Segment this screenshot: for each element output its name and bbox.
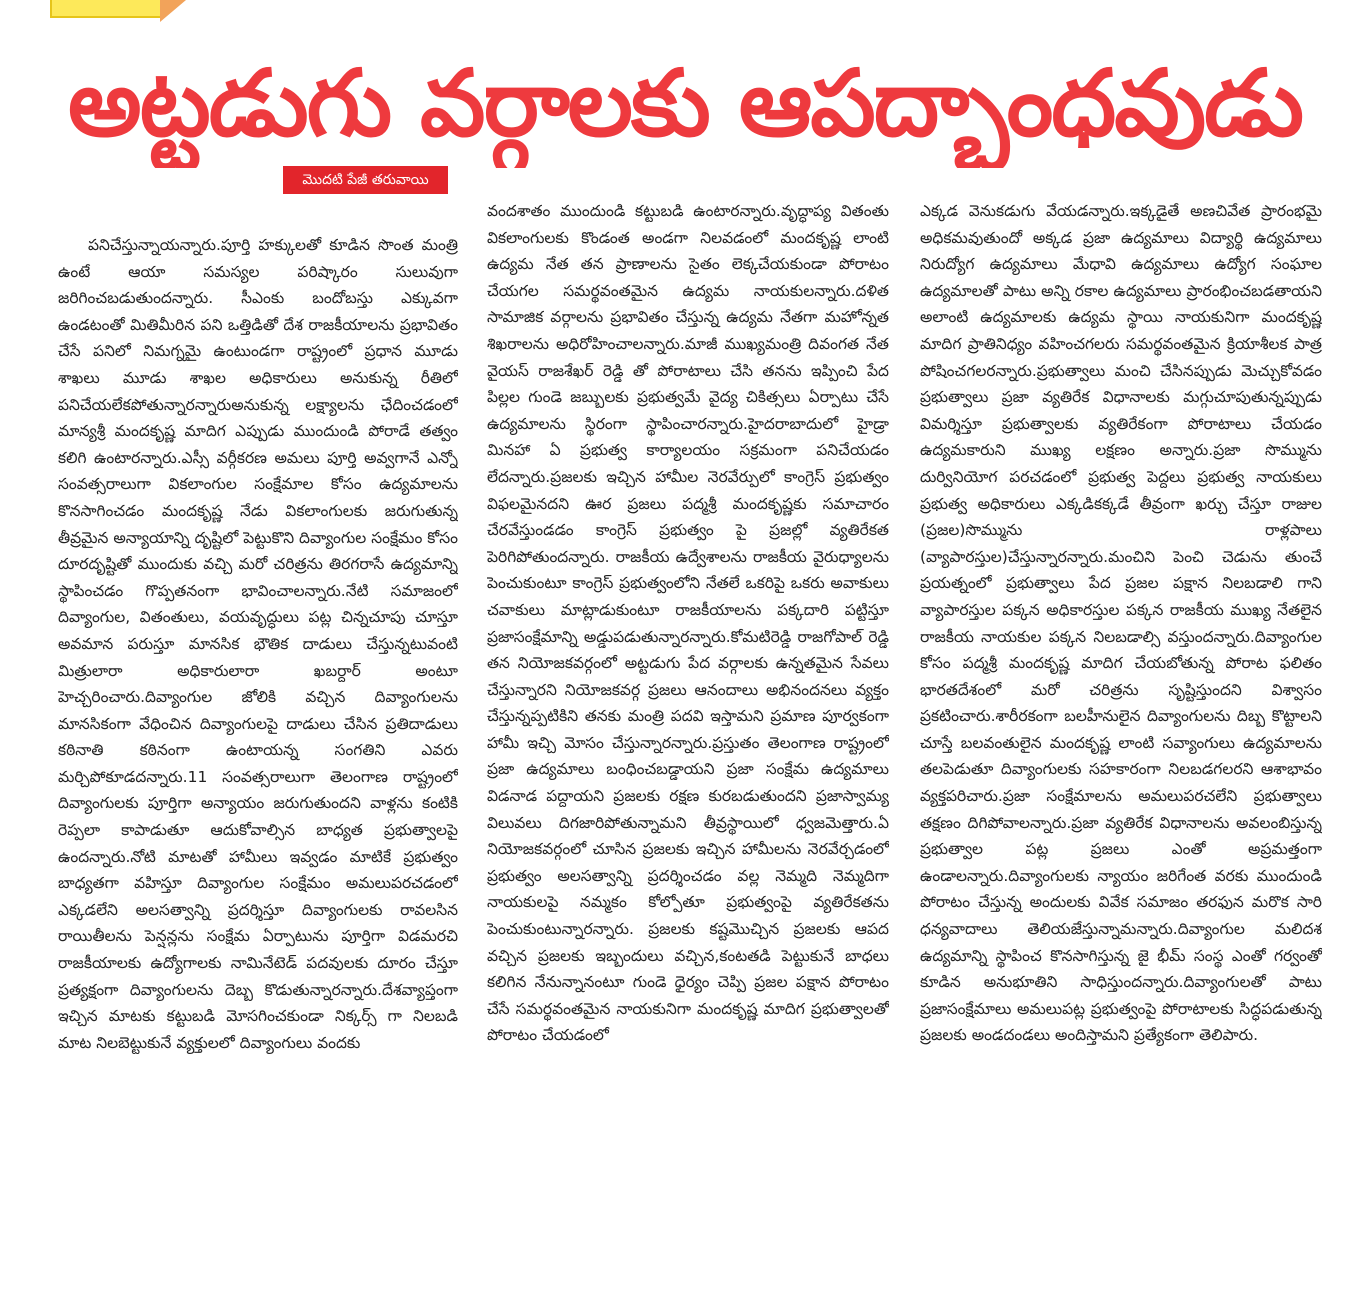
article-column-2: వందశాతం ముందుండి కట్టుబడి ఉంటారన్నారు.వృద్ధాప్య వితంతు వికలాంగులకు కొండంత అండగా నిలవడంలో మందకృష్ణ లాంటి ఉద్యమ నేత తన ప్రాణాలను సైతం లెక్కచేయకుండా పోరాటం చేయగల సమర్థవంతమైన ఉద్యమ నాయకులన్నారు.దళిత సామాజిక వర్గాలను ప్రభావితం చేస్తున్న ఉద్యమ నేతగా మహోన్నత శిఖరాలను అధిరోహించాలన్నారు.మాజీ ముఖ్యమంత్రి దివంగత నేత వైయస్ రాజశేఖర్ రెడ్డి తో పోరాటాలు చేసి తనను ఇప్పించి పేద పిల్లల గుండె జబ్బులకు ప్రభుత్వమే వైద్య చికిత్సలు ఏర్పాటు చేసే ఉద్యమాలను స్థిరంగా స్థాపించారన్నారు.హైదరాబాదులో హైడ్రా మినహా ఏ ప్రభుత్వ కార్యాలయం సక్రమంగా పనిచేయడం లేదన్నారు.ప్రజలకు ఇచ్చిన హామీల నెరవేర్పులో కాంగ్రెస్ ప్రభుత్వం విఫలమైనదని ఊర ప్రజలు పద్మశ్రీ మందకృష్ణకు సమాచారం చేరవేస్తుండడం కాంగ్రెస్ ప్రభుత్వం పై ప్రజల్లో వ్యతిరేకత పెరిగిపోతుందన్నారు. రాజకీయ ఉద్వేశాలను రాజకీయ వైరుధ్యాలను పెంచుకుంటూ కాంగ్రెస్ ప్రభుత్వంలోని నేతలే ఒకరిపై ఒకరు అవాకులు చవాకులు మాట్లాడుకుంటూ రాజకీయాలను పక్కదారి పట్టిస్తూ ప్రజాసంక్షేమాన్ని అడ్డుపడుతున్నారన్నారు.కోమటిరెడ్డి రాజగోపాల్ రెడ్డి తన నియోజకవర్గంలో అట్టడుగు పేద వర్గాలకు ఉన్నతమైన సేవలు చేస్తున్నారని నియోజకవర్గ ప్రజలు ఆనందాలు అభినందనలు వ్యక్తం చేస్తున్నప్పటికిని తనకు మంత్రి పదవి ఇస్తామని ప్రమాణ పూర్వకంగా హామీ ఇచ్చి మోసం చేస్తున్నారన్నారు.ప్రస్తుతం తెలంగాణ రాష్ట్రంలో ప్రజా ఉద్యమాలు బంధించబడ్డాయని ప్రజా సంక్షేమ ఉద్యమాలు విడనాడ పద్దాయని ప్రజలకు రక్షణ కురబడుతుందని ప్రజాస్వామ్య విలువలు దిగజారిపోతున్నామని తీవ్రస్థాయిలో ధ్వజమెత్తారు.ఏ నియోజకవర్గంలో చూసిన ప్రజలకు ఇచ్చిన హామీలను నెరవేర్చడంలో ప్రభుత్వం అలసత్వాన్ని ప్రదర్శించడం వల్ల నెమ్మది నెమ్మదిగా నాయకులపై నమ్మకం కోల్పోతూ ప్రభుత్వంపై వ్యతిరేకతను పెంచుకుంటున్నారన్నారు. ప్రజలకు కష్టమొచ్చిన ప్రజలకు ఆపద వచ్చిన ప్రజలకు ఇబ్బందులు వచ్చిన,కంటతడి పెట్టుకునే బాధలు కలిగిన నేనున్నానంటూ గుండె ధైర్యం చెప్పి ప్రజల పక్షాన పోరాటం చేసే సమర్థవంతమైన నాయకునిగా మందకృష్ణ మాదిగ ప్రభుత్వాలతో పోరాటం చేయడంలో — [487, 202, 889, 1045]
article-headline: అట్టడుగు వర్గాలకు ఆపద్బాంధవుడు — [68, 50, 1302, 157]
corner-tab-decoration — [50, 0, 162, 18]
continued-from-front-page-tag: మొదటి పేజీ తరువాయి — [283, 166, 448, 194]
corner-stripe-decoration — [160, 0, 186, 22]
article-column-1: పనిచేస్తున్నాయన్నారు.పూర్తి హక్కులతో కూడిన సొంత మంత్రి ఉంటే ఆయా సమస్యల పరిష్కారం సులువుగా జరిగించబడుతుందన్నారు. సీఎంకు బందోబస్తు ఎక్కువగా ఉండటంతో మితిమీరిన పని ఒత్తిడితో దేశ రాజకీయాలను ప్రభావితం చేసే పనిలో నిమగ్నమై ఉంటుండగా రాష్ట్రంలో ప్రధాన మూడు శాఖలు మూడు శాఖల అధికారులు అనుకున్న రీతిలో పనిచేయలేకపోతున్నారన్నారుఅనుకున్న లక్ష్యాలను ఛేదించడంలో మాన్యశ్రీ మందకృష్ణ మాదిగ ఎప్పుడు ముందుండి పోరాడే తత్వం కలిగి ఉంటారన్నారు.ఎస్సీ వర్గీకరణ అమలు పూర్తి అవ్వగానే ఎన్నో సంవత్సరాలుగా వికలాంగుల సంక్షేమాల కోసం ఉద్యమాలను కొనసాగించడం మందకృష్ణ నేడు వికలాంగులకు జరుగుతున్న తీవ్రమైన అన్యాయాన్ని దృష్టిలో పెట్టుకొని దివ్యాంగుల సంక్షేమం కోసం దూరదృష్టితో ముందుకు వచ్చి మరో చరిత్రను తిరగరాసే ఉద్యమాన్ని స్థాపించడం గొప్పతనంగా భావించాలన్నారు.నేటి సమాజంలో దివ్యాంగుల, వితంతులు, వయవృద్ధులు పట్ల చిన్నచూపు చూస్తూ అవమాన పరుస్తూ మానసిక భౌతిక దాడులు చేస్తున్నటువంటి మిత్రులారా అధికారులారా ఖబర్దార్ అంటూ హెచ్చరించారు.దివ్యాంగుల జోలికి వచ్చిన దివ్యాంగులను మానసికంగా వేధించిన దివ్యాంగులపై దాడులు చేసిన ప్రతిదాడులు కఠినాతి కఠినంగా ఉంటాయన్న సంగతిని ఎవరు మర్చిపోకూడదన్నారు.11 సంవత్సరాలుగా తెలంగాణ రాష్ట్రంలో దివ్యాంగులకు పూర్తిగా అన్యాయం జరుగుతుందని వాళ్లను కంటికి రెప్పలా కాపాడుతూ ఆదుకోవాల్సిన బాధ్యత ప్రభుత్వాలపై ఉందన్నారు.నోటి మాటతో హామీలు ఇవ్వడం మాటికే ప్రభుత్వం బాధ్యతగా వహిస్తూ దివ్యాంగుల సంక్షేమం అమలుపరచడంలో ఎక్కడలేని అలసత్వాన్ని ప్రదర్శిస్తూ దివ్యాంగులకు రావలసిన రాయితీలను పెన్షన్లను సంక్షేమ ఏర్పాటును పూర్తిగా విడమరచి రాజకీయాలకు ఉద్యోగాలకు నామినేటెడ్ పదవులకు దూరం చేస్తూ ప్రత్యక్షంగా దివ్యాంగులను దెబ్బ కొడుతున్నారన్నారు.దేశవ్యాప్తంగా ఇచ్చిన మాటకు కట్టుబడి మోసగించకుండా నిక్కర్స్ గా నిలబడి మాట నిలబెట్టుకునే వ్యక్తులలో దివ్యాంగులు వందకు — [58, 236, 458, 1052]
article-column-3: ఎక్కడ వెనుకడుగు వేయడన్నారు.ఇక్కడైతే అణచివేత ప్రారంభమై అధికమవుతుందో అక్కడ ప్రజా ఉద్యమాలు విద్యార్థి ఉద్యమాలు నిరుద్యోగ ఉద్యమాలు మేధావి ఉద్యమాలు ఉద్యోగ సంఘాల ఉద్యమాలతో పాటు అన్ని రకాల ఉద్యమాలు ప్రారంభించబడతాయని అలాంటి ఉద్యమాలకు ఉద్యమ స్థాయి నాయకునిగా మందకృష్ణ మాదిగ ప్రాతినిధ్యం వహించగలరు సమర్థవంతమైన క్రియాశీలక పాత్ర పోషించగలరన్నారు.ప్రభుత్వాలు మంచి చేసినప్పుడు మెచ్చుకోవడం ప్రభుత్వాలు ప్రజా వ్యతిరేక విధానాలకు మగ్గుచూపుతున్నప్పుడు విమర్శిస్తూ ప్రభుత్వాలకు వ్యతిరేకంగా పోరాటాలు చేయడం ఉద్యమకారుని ముఖ్య లక్షణం అన్నారు.ప్రజా సొమ్మును దుర్వినియోగ పరచడంలో ప్రభుత్వ పెద్దలు ప్రభుత్వ నాయకులు ప్రభుత్వ అధికారులు ఎక్కడికక్కడే తీవ్రంగా ఖర్చు చేస్తూ రాజుల (ప్రజల)సొమ్మును రాళ్లపాలు (వ్యాపారస్తుల)చేస్తున్నారన్నారు.మంచిని పెంచి చెడును తుంచే ప్రయత్నంలో ప్రభుత్వాలు పేద ప్రజల పక్షాన నిలబడాలి గాని వ్యాపారస్తుల పక్కన అధికారస్తుల పక్కన రాజకీయ ముఖ్య నేతలైన రాజకీయ నాయకుల పక్కన నిలబడాల్సి వస్తుందన్నారు.దివ్యాంగుల కోసం పద్మశ్రీ మందకృష్ణ మాదిగ చేయబోతున్న పోరాట ఫలితం భారతదేశంలో మరో చరిత్రను సృష్టిస్తుందని విశ్వాసం ప్రకటించారు.శారీరకంగా బలహీనులైన దివ్యాంగులను దిబ్బ కొట్టాలని చూస్తే బలవంతులైన మందకృష్ణ లాంటి సవ్యాంగులు ఉద్యమాలను తలపెడుతూ దివ్యాంగులకు సహకారంగా నిలబడగలరని ఆశాభావం వ్యక్తపరిచారు.ప్రజా సంక్షేమాలను అమలుపరచలేని ప్రభుత్వాలు తక్షణం దిగిపోవాలన్నారు.ప్రజా వ్యతిరేక విధానాలను అవలంబిస్తున్న ప్రభుత్వాల పట్ల ప్రజలు ఎంతో అప్రమత్తంగా ఉండాలన్నారు.దివ్యాంగులకు న్యాయం జరిగేంత వరకు ముందుండి పోరాటం చేస్తున్న అందులకు వివేక సమాజం తరఫున మరొక సారి ధన్యవాదాలు తెలియజేస్తున్నామన్నారు.దివ్యాంగుల మలిదశ ఉద్యమాన్ని స్థాపించ కొనసాగిస్తున్న జై భీమ్ సంస్థ ఎంతో గర్వంతో కూడిన అనుభూతిని సాధిస్తుందన్నారు.దివ్యాంగులతో పాటు ప్రజాసంక్షేమాలు అమలుపట్ల ప్రభుత్వంపై పోరాటాలకు సిద్ధపడుతున్న ప్రజలకు అండదండలు అందిస్తామని ప్రత్యేకంగా తెలిపారు. — [920, 202, 1322, 1045]
